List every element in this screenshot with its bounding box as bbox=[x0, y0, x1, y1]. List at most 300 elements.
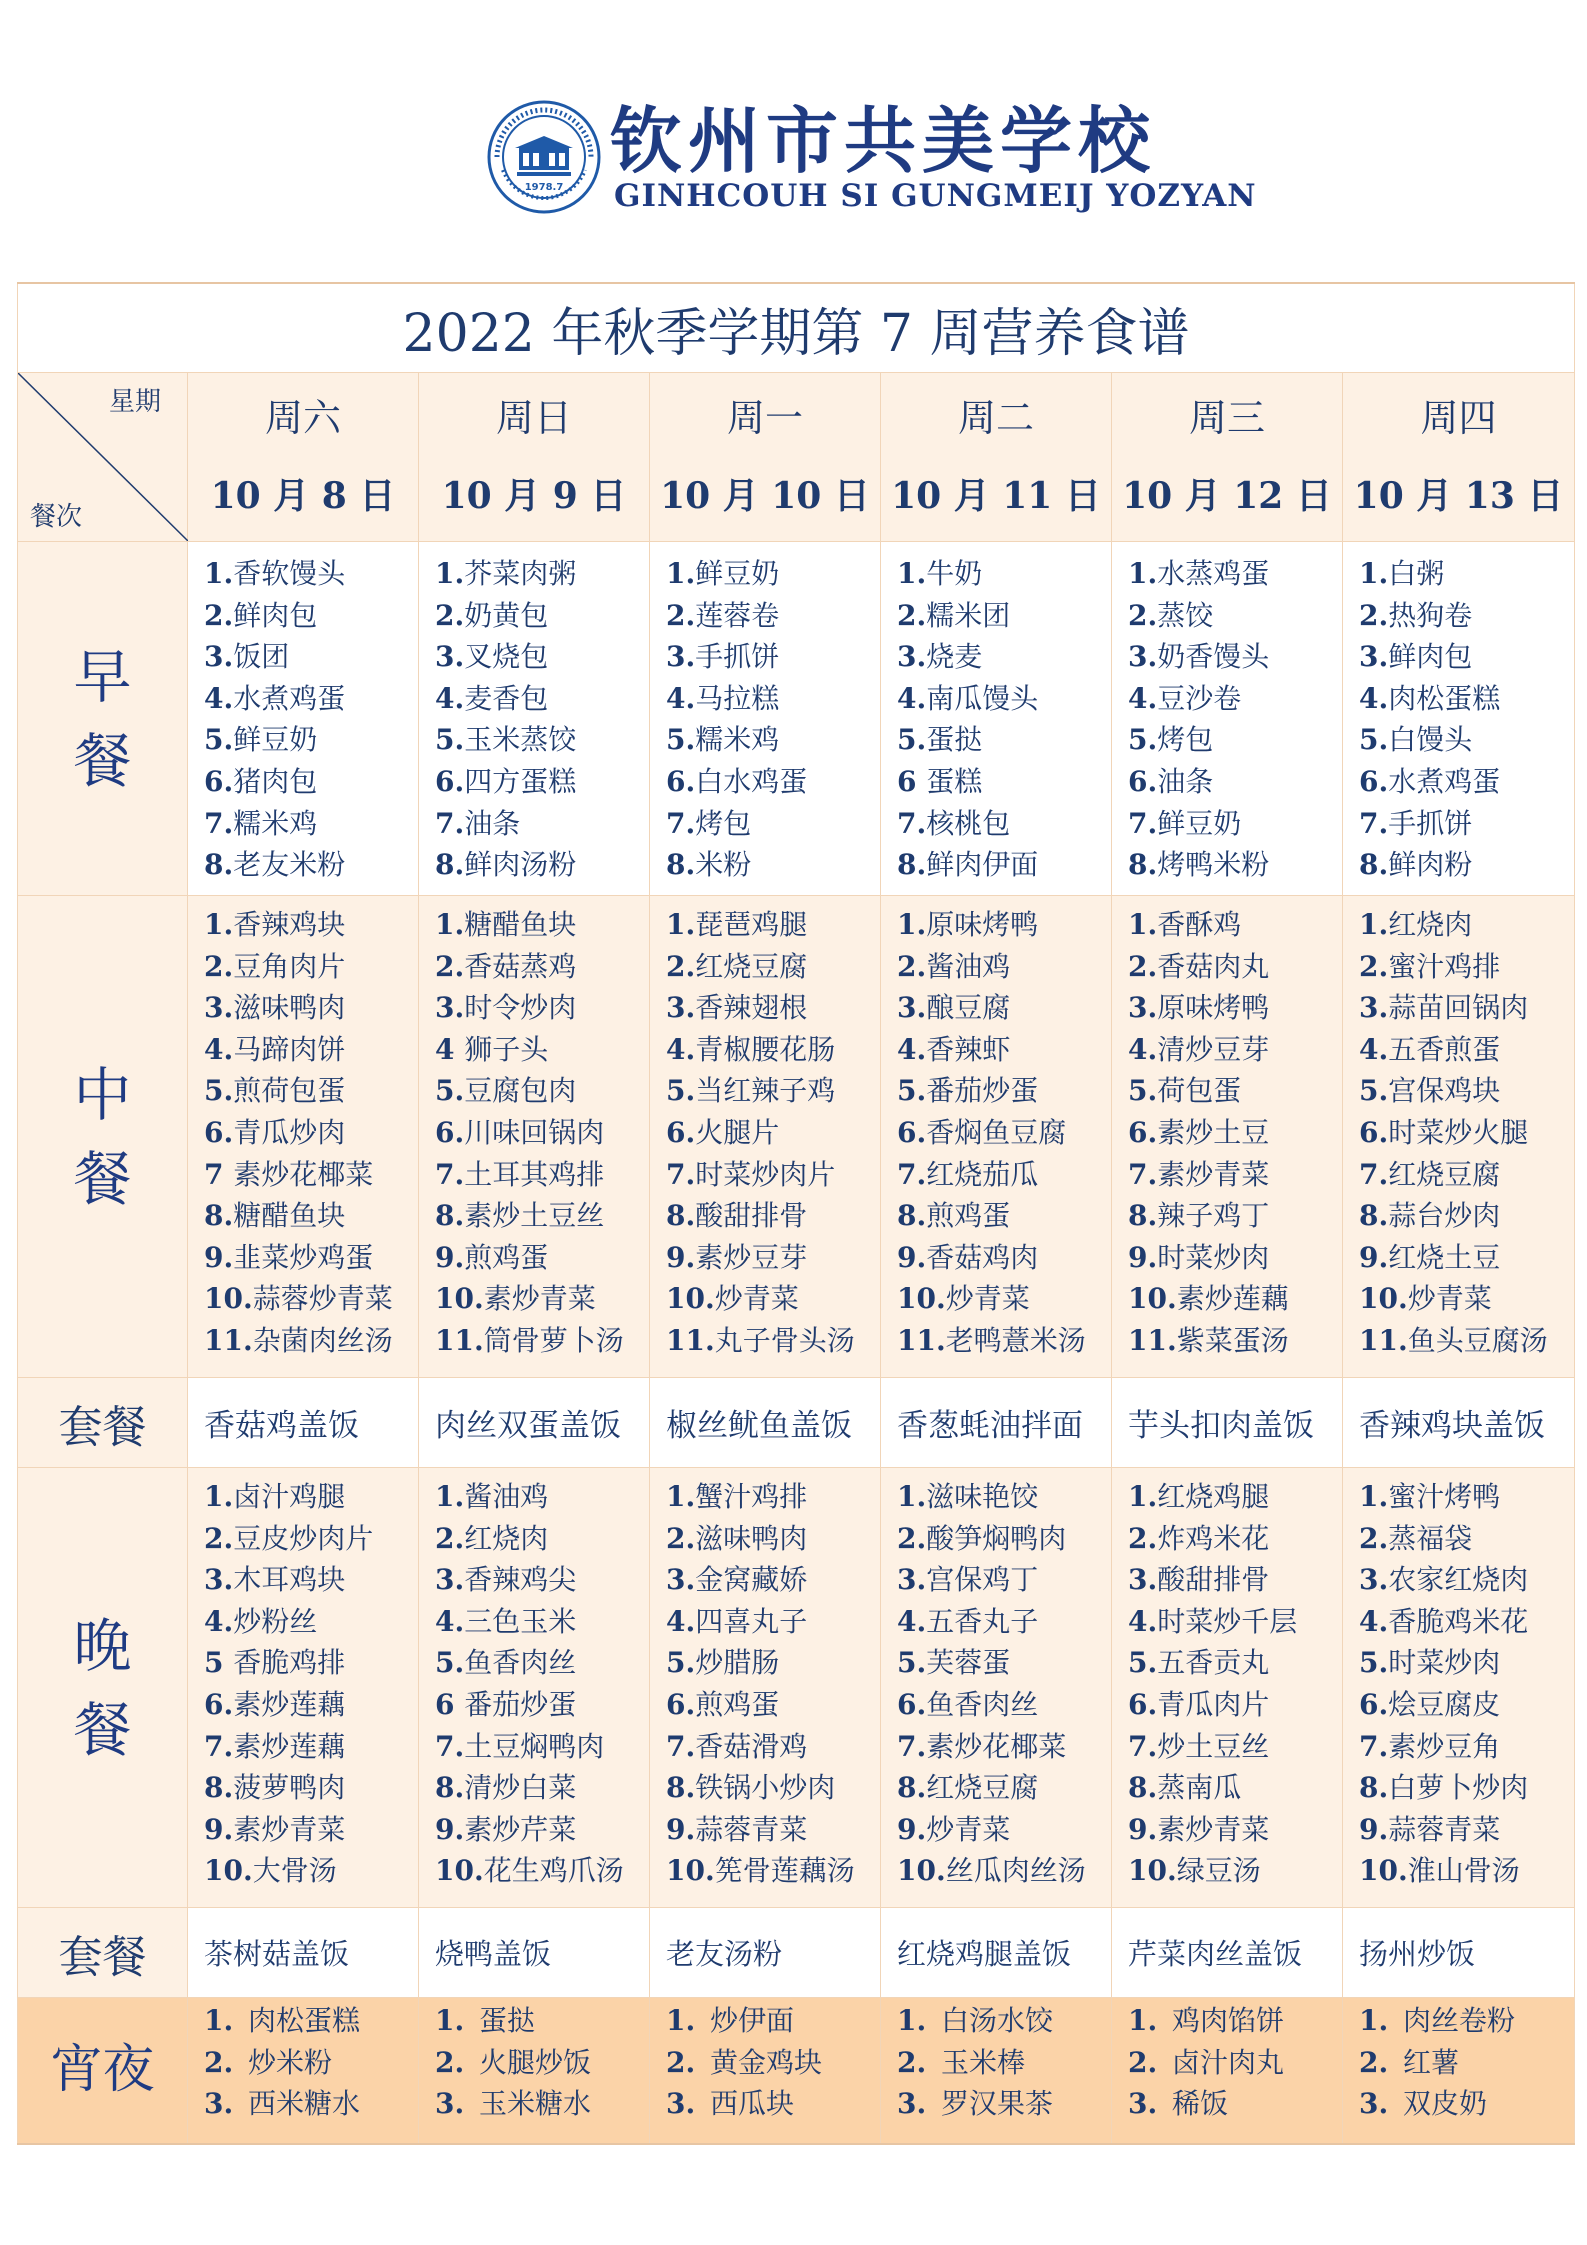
dish-item bbox=[666, 678, 880, 720]
dish-name: 琵琶鸡腿 bbox=[695, 908, 808, 941]
dish-number: 7. bbox=[204, 1729, 234, 1763]
dish-name: 香脆鸡排 bbox=[233, 1646, 346, 1680]
dish-item bbox=[666, 1278, 880, 1320]
dish-name: 炒青菜 bbox=[926, 1812, 1011, 1846]
dish-number: 1. bbox=[204, 557, 234, 590]
dish-item bbox=[435, 1726, 649, 1768]
dish-name: 素炒莲藕 bbox=[1176, 1282, 1289, 1316]
dish-number: 5. bbox=[1359, 723, 1389, 757]
dish-name: 奶黄包 bbox=[464, 598, 549, 632]
dish-number: 6 bbox=[435, 1687, 465, 1721]
dish-item bbox=[1359, 2042, 1574, 2084]
dish-item bbox=[1359, 1029, 1574, 1071]
dish-name: 番茄炒蛋 bbox=[926, 1074, 1039, 1108]
dish-name: 青瓜肉片 bbox=[1157, 1687, 1270, 1721]
dinner-dish-list bbox=[204, 1476, 418, 1892]
dish-item bbox=[204, 761, 418, 803]
dish-name: 酱油鸡 bbox=[464, 1480, 549, 1513]
dish-item bbox=[897, 2000, 1111, 2042]
dish-name: 火腿片 bbox=[695, 1115, 780, 1149]
dish-item bbox=[666, 1559, 880, 1601]
dish-number: 1. bbox=[897, 1480, 927, 1513]
dish-number: 8. bbox=[897, 1771, 927, 1805]
dish-item bbox=[1359, 1278, 1574, 1320]
dish-number: 9. bbox=[1128, 1812, 1158, 1846]
dish-item bbox=[435, 636, 649, 678]
set-meal-label-dinner: 套餐 bbox=[18, 1908, 188, 1998]
dish-item bbox=[897, 636, 1111, 678]
dish-item bbox=[1128, 2083, 1342, 2125]
dish-item bbox=[666, 719, 880, 761]
dish-name: 黄金鸡块 bbox=[710, 2045, 823, 2079]
dish-number: 7. bbox=[435, 806, 465, 840]
dish-item bbox=[1128, 1850, 1342, 1892]
dish-number: 2. bbox=[897, 2045, 927, 2079]
breakfast-cell-5 bbox=[1343, 542, 1575, 896]
dish-item bbox=[666, 761, 880, 803]
dish-item bbox=[1128, 2000, 1342, 2042]
dish-number: 5. bbox=[666, 1074, 696, 1108]
dish-item bbox=[1359, 1601, 1574, 1643]
dish-number: 3. bbox=[1128, 991, 1158, 1025]
dish-name: 玉米棒 bbox=[941, 2045, 1026, 2079]
dish-name: 蜜汁鸡排 bbox=[1388, 949, 1501, 983]
dish-item bbox=[204, 904, 418, 946]
dish-name: 炒米粉 bbox=[248, 2045, 333, 2079]
dish-number: 7. bbox=[1359, 806, 1389, 840]
dish-item bbox=[897, 1029, 1111, 1071]
dish-name: 筅骨莲藕汤 bbox=[714, 1854, 855, 1888]
dish-item bbox=[1359, 1476, 1574, 1518]
dish-item bbox=[204, 1320, 418, 1362]
dish-item bbox=[1128, 987, 1342, 1029]
dish-number: 2. bbox=[897, 949, 927, 983]
dish-name: 香辣虾 bbox=[926, 1032, 1011, 1066]
dish-number: 9. bbox=[1359, 1240, 1389, 1274]
dinner_set-cell-4: 芹菜肉丝盖饭 bbox=[1112, 1908, 1343, 1998]
dish-name: 烤鸭米粉 bbox=[1157, 848, 1270, 882]
dish-item bbox=[666, 2083, 880, 2125]
dish-item bbox=[204, 553, 418, 595]
dish-number: 10. bbox=[1359, 1854, 1408, 1888]
dish-name: 蒜台炒肉 bbox=[1388, 1199, 1501, 1233]
lunch-dish-list bbox=[1128, 904, 1342, 1362]
dish-item bbox=[897, 1154, 1111, 1196]
dinner-cell-3 bbox=[881, 1468, 1112, 1908]
dish-number: 1. bbox=[1128, 908, 1158, 941]
dish-item bbox=[1359, 1726, 1574, 1768]
dish-item bbox=[1128, 595, 1342, 637]
dish-name: 五香丸子 bbox=[926, 1604, 1039, 1638]
breakfast-cell-1 bbox=[419, 542, 650, 896]
dish-number: 3. bbox=[666, 991, 696, 1025]
dish-name: 蒜蓉炒青菜 bbox=[252, 1282, 393, 1316]
dish-number: 4. bbox=[1128, 1032, 1158, 1066]
dish-name: 炒青菜 bbox=[945, 1282, 1030, 1316]
dinner-cell-1 bbox=[419, 1468, 650, 1908]
lunch_set-cell-1: 肉丝双蛋盖饭 bbox=[419, 1378, 650, 1468]
dish-item bbox=[1359, 761, 1574, 803]
dish-name: 鲜肉伊面 bbox=[926, 848, 1039, 882]
dish-number: 7. bbox=[1359, 1729, 1389, 1763]
dish-item bbox=[897, 2042, 1111, 2084]
dish-number: 9. bbox=[897, 1240, 927, 1274]
dish-name: 香辣翅根 bbox=[695, 991, 808, 1025]
dish-item bbox=[435, 1154, 649, 1196]
dinner-dish-list bbox=[666, 1476, 880, 1892]
dish-name: 铁锅小炒肉 bbox=[695, 1771, 836, 1805]
dish-name: 老友米粉 bbox=[233, 848, 346, 882]
dish-name: 素炒青菜 bbox=[1157, 1812, 1270, 1846]
dish-item bbox=[1359, 2000, 1574, 2042]
lunch-dish-list bbox=[204, 904, 418, 1362]
dish-item bbox=[1359, 1518, 1574, 1560]
dish-name: 四方蛋糕 bbox=[464, 764, 577, 798]
weekday-axis-label: 星期 bbox=[108, 387, 161, 417]
dish-number: 4. bbox=[897, 1032, 927, 1066]
dish-item bbox=[1359, 595, 1574, 637]
breakfast-cell-3 bbox=[881, 542, 1112, 896]
dish-number: 2. bbox=[1128, 1521, 1158, 1555]
dish-number: 1. bbox=[204, 908, 234, 941]
dish-name: 红烧豆腐 bbox=[926, 1771, 1039, 1805]
dish-item bbox=[897, 595, 1111, 637]
dish-item bbox=[204, 1684, 418, 1726]
dish-name: 玉米蒸饺 bbox=[464, 723, 577, 757]
dish-item bbox=[897, 1237, 1111, 1279]
dish-number: 6. bbox=[435, 764, 465, 798]
dish-number: 2. bbox=[1359, 949, 1389, 983]
dish-item bbox=[666, 595, 880, 637]
dish-item bbox=[897, 1726, 1111, 1768]
dish-name: 麦香包 bbox=[464, 681, 549, 715]
dish-name: 鲜肉粉 bbox=[1388, 848, 1473, 882]
dish-item bbox=[435, 1642, 649, 1684]
dish-item bbox=[1128, 946, 1342, 988]
dish-name: 糯米鸡 bbox=[233, 806, 318, 840]
dish-item bbox=[435, 1684, 649, 1726]
dish-number: 3. bbox=[204, 991, 234, 1025]
dish-name: 蛋糕 bbox=[926, 764, 983, 798]
dish-item bbox=[897, 1195, 1111, 1237]
dish-item bbox=[435, 761, 649, 803]
dish-item bbox=[204, 1070, 418, 1112]
dinner-dish-list bbox=[1128, 1476, 1342, 1892]
dish-name: 素炒青菜 bbox=[233, 1812, 346, 1846]
lunch-cell-4 bbox=[1112, 896, 1343, 1378]
lunch-cell-5 bbox=[1343, 896, 1575, 1378]
lunch_set-cell-0: 香菇鸡盖饭 bbox=[188, 1378, 419, 1468]
dish-number: 3. bbox=[897, 991, 927, 1025]
dish-number: 7. bbox=[1128, 1729, 1158, 1763]
dish-name: 酸笋焖鸭肉 bbox=[926, 1521, 1067, 1555]
dish-item bbox=[897, 1642, 1111, 1684]
lunch_set-cell-2: 椒丝鱿鱼盖饭 bbox=[650, 1378, 881, 1468]
dish-name: 炒青菜 bbox=[1407, 1282, 1492, 1316]
school-name: 钦州市共美学校 bbox=[610, 98, 1157, 183]
dish-name: 肉丝卷粉 bbox=[1403, 2004, 1516, 2037]
dish-name: 白馒头 bbox=[1388, 723, 1473, 757]
dish-item bbox=[1359, 678, 1574, 720]
dish-item bbox=[897, 719, 1111, 761]
dish-number: 4 bbox=[435, 1032, 465, 1066]
dish-number: 9. bbox=[204, 1240, 234, 1274]
dish-number: 6. bbox=[435, 1115, 465, 1149]
dish-item bbox=[1359, 2083, 1574, 2125]
dish-name: 鲜肉汤粉 bbox=[464, 848, 577, 882]
dish-number: 1. bbox=[1128, 557, 1158, 590]
dish-number: 2. bbox=[435, 2045, 465, 2079]
dish-item bbox=[435, 2083, 649, 2125]
dish-name: 稀饭 bbox=[1172, 2087, 1229, 2121]
dish-name: 时菜炒肉片 bbox=[695, 1157, 836, 1191]
dish-name: 酸甜排骨 bbox=[695, 1199, 808, 1233]
dish-number: 5. bbox=[435, 1646, 465, 1680]
dish-name: 原味烤鸭 bbox=[1157, 991, 1270, 1025]
dish-name: 红烧豆腐 bbox=[695, 949, 808, 983]
dish-item bbox=[666, 987, 880, 1029]
dish-name: 宫保鸡丁 bbox=[926, 1563, 1039, 1597]
dish-name: 土耳其鸡排 bbox=[464, 1157, 605, 1191]
dish-number: 8. bbox=[435, 1771, 465, 1805]
dish-number: 11. bbox=[897, 1323, 946, 1357]
dish-number: 10. bbox=[1128, 1854, 1177, 1888]
dish-item bbox=[1128, 1029, 1342, 1071]
dish-name: 狮子头 bbox=[464, 1032, 549, 1066]
dish-name: 绿豆汤 bbox=[1176, 1854, 1261, 1888]
dish-name: 马蹄肉饼 bbox=[233, 1032, 346, 1066]
dish-item bbox=[435, 1518, 649, 1560]
dish-name: 叉烧包 bbox=[464, 640, 549, 674]
dinner-cell-4 bbox=[1112, 1468, 1343, 1908]
dish-number: 2. bbox=[204, 949, 234, 983]
dish-name: 烩豆腐皮 bbox=[1388, 1687, 1501, 1721]
dish-name: 糖醋鱼块 bbox=[464, 908, 577, 941]
dish-name: 老鸭薏米汤 bbox=[945, 1323, 1086, 1357]
breakfast-dish-list bbox=[1359, 553, 1574, 886]
dish-number: 7. bbox=[897, 1729, 927, 1763]
dish-number: 4. bbox=[204, 681, 234, 715]
dish-item bbox=[666, 2000, 880, 2042]
dinner-dish-list bbox=[897, 1476, 1111, 1892]
dish-item bbox=[897, 678, 1111, 720]
dish-number: 9. bbox=[1128, 1240, 1158, 1274]
dish-name: 花生鸡爪汤 bbox=[483, 1854, 624, 1888]
dish-item bbox=[1128, 1767, 1342, 1809]
dish-item bbox=[897, 1112, 1111, 1154]
lunch_set-cell-5: 香辣鸡块盖饭 bbox=[1343, 1378, 1575, 1468]
dinner_set-cell-5: 扬州炒饭 bbox=[1343, 1908, 1575, 1998]
dish-item bbox=[666, 1518, 880, 1560]
dish-number: 6. bbox=[666, 1115, 696, 1149]
dish-item bbox=[666, 1726, 880, 1768]
lunch-cell-3 bbox=[881, 896, 1112, 1378]
dish-item bbox=[1128, 1559, 1342, 1601]
dish-item bbox=[1359, 719, 1574, 761]
dish-number: 1. bbox=[204, 1480, 234, 1513]
dish-name: 油条 bbox=[464, 806, 521, 840]
meal-label-lunch: 中 餐 bbox=[18, 896, 188, 1378]
dish-number: 4. bbox=[204, 1032, 234, 1066]
dish-name: 卤汁鸡腿 bbox=[233, 1480, 346, 1513]
dish-number: 3. bbox=[897, 640, 927, 674]
dish-number: 2. bbox=[1128, 598, 1158, 632]
dish-name: 肉松蛋糕 bbox=[1388, 681, 1501, 715]
dish-name: 红烧鸡腿 bbox=[1157, 1480, 1270, 1513]
dish-number: 6. bbox=[897, 1687, 927, 1721]
night_snack-cell-4 bbox=[1112, 1998, 1343, 2144]
dish-name: 素炒莲藕 bbox=[233, 1687, 346, 1721]
dish-number: 6. bbox=[666, 1687, 696, 1721]
dish-item bbox=[1128, 719, 1342, 761]
dish-item bbox=[204, 1767, 418, 1809]
dish-number: 1. bbox=[897, 557, 927, 590]
night_snack-dish-list bbox=[666, 2000, 880, 2125]
dish-item bbox=[897, 904, 1111, 946]
dish-number: 2. bbox=[1359, 598, 1389, 632]
dish-item bbox=[435, 904, 649, 946]
dish-item bbox=[1128, 1684, 1342, 1726]
dish-item bbox=[435, 719, 649, 761]
dish-number: 9. bbox=[666, 1812, 696, 1846]
dish-name: 白萝卜炒肉 bbox=[1388, 1771, 1529, 1805]
dish-item bbox=[435, 1476, 649, 1518]
dish-number: 10. bbox=[435, 1282, 484, 1316]
dish-number: 1. bbox=[435, 908, 465, 941]
dish-name: 红烧茄瓜 bbox=[926, 1157, 1039, 1191]
weekday-label: 周六 bbox=[264, 396, 341, 440]
dish-name: 豆皮炒肉片 bbox=[233, 1521, 374, 1555]
dish-number: 6. bbox=[1128, 764, 1158, 798]
dish-name: 滋味鸭肉 bbox=[695, 1521, 808, 1555]
dish-number: 5. bbox=[1359, 1074, 1389, 1108]
dish-item bbox=[1359, 1070, 1574, 1112]
date-label: 10 月 9 日 bbox=[441, 475, 627, 517]
dish-item bbox=[204, 1029, 418, 1071]
dish-number: 8. bbox=[1359, 848, 1389, 882]
set-meal-label-lunch: 套餐 bbox=[18, 1378, 188, 1468]
dish-number: 1. bbox=[666, 557, 696, 590]
dish-number: 4. bbox=[1359, 1604, 1389, 1638]
dish-item bbox=[897, 987, 1111, 1029]
dish-item bbox=[435, 1850, 649, 1892]
dish-item bbox=[204, 1154, 418, 1196]
dish-number: 5. bbox=[1359, 1646, 1389, 1680]
dish-number: 7. bbox=[897, 1157, 927, 1191]
dish-item bbox=[897, 1601, 1111, 1643]
dish-name: 水煮鸡蛋 bbox=[1388, 764, 1501, 798]
dish-number: 3. bbox=[666, 1563, 696, 1597]
dish-item bbox=[204, 2042, 418, 2084]
dish-item bbox=[1128, 1195, 1342, 1237]
corner-header-cell bbox=[18, 373, 188, 542]
dish-item bbox=[666, 1112, 880, 1154]
dish-number: 5 bbox=[204, 1646, 234, 1680]
dish-item bbox=[897, 1850, 1111, 1892]
night_snack-dish-list bbox=[435, 2000, 649, 2125]
dish-name: 马拉糕 bbox=[695, 681, 780, 715]
dish-item bbox=[1359, 1559, 1574, 1601]
day-header-2 bbox=[650, 373, 881, 542]
dish-number: 6. bbox=[204, 764, 234, 798]
dish-name: 奶香馒头 bbox=[1157, 640, 1270, 674]
dish-item bbox=[1359, 636, 1574, 678]
breakfast-dish-list bbox=[897, 553, 1111, 886]
dish-name: 丝瓜肉丝汤 bbox=[945, 1854, 1086, 1888]
dish-item bbox=[435, 1559, 649, 1601]
dish-item bbox=[1128, 1642, 1342, 1684]
dish-item bbox=[666, 1195, 880, 1237]
dish-number: 8. bbox=[666, 848, 696, 882]
dish-name: 煎鸡蛋 bbox=[926, 1199, 1011, 1233]
dish-item bbox=[666, 904, 880, 946]
dish-number: 1. bbox=[435, 557, 465, 590]
dish-number: 2. bbox=[204, 2045, 234, 2079]
dish-item bbox=[204, 636, 418, 678]
dish-item bbox=[1128, 1601, 1342, 1643]
dish-number: 3. bbox=[1359, 2087, 1389, 2121]
dish-number: 11. bbox=[435, 1323, 484, 1357]
dish-name: 热狗卷 bbox=[1388, 598, 1473, 632]
weekday-label: 周一 bbox=[726, 396, 803, 440]
dish-name: 辣子鸡丁 bbox=[1157, 1199, 1270, 1233]
dish-name: 素炒芹菜 bbox=[464, 1812, 577, 1846]
dish-name: 糯米鸡 bbox=[695, 723, 780, 757]
lunch-dish-list bbox=[666, 904, 880, 1362]
dish-item bbox=[1359, 803, 1574, 845]
dish-number: 2. bbox=[666, 949, 696, 983]
dish-item bbox=[666, 1154, 880, 1196]
dish-name: 糖醋鱼块 bbox=[233, 1199, 346, 1233]
dish-number: 7 bbox=[204, 1157, 234, 1191]
dish-item bbox=[1128, 636, 1342, 678]
weekday-label: 周二 bbox=[957, 396, 1034, 440]
dish-number: 10. bbox=[666, 1854, 715, 1888]
meal-axis-label: 餐次 bbox=[30, 502, 83, 532]
dish-name: 莲蓉卷 bbox=[695, 598, 780, 632]
dish-item bbox=[897, 1070, 1111, 1112]
dish-number: 9. bbox=[435, 1240, 465, 1274]
dish-name: 素炒青菜 bbox=[483, 1282, 596, 1316]
dish-name: 当红辣子鸡 bbox=[695, 1074, 836, 1108]
date-label: 10 月 13 日 bbox=[1353, 475, 1564, 517]
dish-item bbox=[666, 1601, 880, 1643]
dish-name: 肉松蛋糕 bbox=[248, 2004, 361, 2037]
dish-number: 7. bbox=[897, 806, 927, 840]
dish-item bbox=[204, 946, 418, 988]
dish-number: 4. bbox=[897, 1604, 927, 1638]
dish-number: 8. bbox=[1359, 1199, 1389, 1233]
dish-name: 蒜蓉青菜 bbox=[1388, 1812, 1501, 1846]
dish-number: 6. bbox=[1128, 1115, 1158, 1149]
dish-item bbox=[1359, 1237, 1574, 1279]
dish-item bbox=[897, 761, 1111, 803]
dish-number: 8. bbox=[666, 1199, 696, 1233]
dish-number: 5. bbox=[666, 723, 696, 757]
dish-item bbox=[897, 844, 1111, 886]
dish-item bbox=[204, 1237, 418, 1279]
dish-name: 青瓜炒肉 bbox=[233, 1115, 346, 1149]
date-label: 10 月 8 日 bbox=[210, 475, 396, 517]
dish-number: 10. bbox=[897, 1282, 946, 1316]
dish-item bbox=[204, 1601, 418, 1643]
dinner-cell-2 bbox=[650, 1468, 881, 1908]
dish-number: 3. bbox=[435, 991, 465, 1025]
dish-name: 蒸饺 bbox=[1157, 598, 1214, 632]
night_snack-dish-list bbox=[1128, 2000, 1342, 2125]
dish-number: 3. bbox=[204, 2087, 234, 2121]
dish-number: 10. bbox=[435, 1854, 484, 1888]
